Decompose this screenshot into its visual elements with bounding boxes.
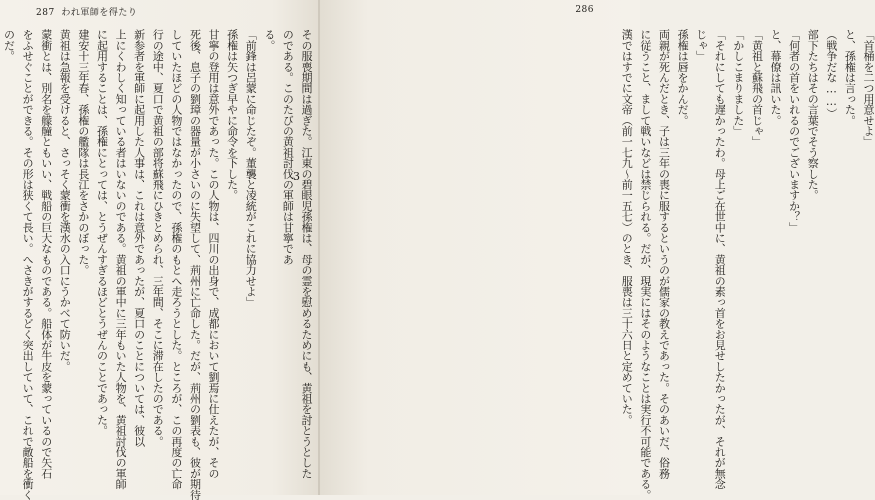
text-line: 「何者の首をいれるのでございますか？」 <box>787 29 801 233</box>
section-mark: 3 <box>293 170 300 183</box>
text-line: に従うこと、まして戦いなどは禁じられる。だが、現実にはそのようなことは実行不可能である。 <box>638 29 652 500</box>
text-line: その服喪期間は過ぎた。江東の碧眼児孫権は、母の霊を慰めるためにも、黄祖を討とうとした <box>300 29 313 479</box>
text-line: と、孫権は言った。 <box>843 29 857 126</box>
text-line: 両親が死んだとき、子は三年の喪に服するというのが儒家の教えであった。そのあいだ、俗務 <box>657 29 671 479</box>
text-line: る。 <box>262 29 276 51</box>
text-line: と、幕僚は訊いた。 <box>769 29 783 126</box>
text-line: 上にくわしく知っている者はいないのである。黄祖の軍中に三年もいた人物を、黄祖討伐の軍師 <box>114 29 128 490</box>
right-page-text <box>620 29 875 500</box>
text-line: 「前鋒は呂蒙に命じたぞ。董襲と凌統がこれに協力せよ」 <box>244 29 258 308</box>
left-page <box>0 0 320 500</box>
text-line: のである。このたびの黄祖討伐の軍師は甘寧であ <box>281 29 295 265</box>
text-line: していたほどの人物ではなかったので、孫権のもとへ走ろうとした。ところが、この再度の亡命 <box>169 29 183 490</box>
text-line: 甘寧の登用は意外であった。この人物は、四川の出身で、成都において劉焉に仕えたが、その <box>207 29 221 479</box>
text-line: 建安十三年春、孫権の艦隊は長江をさかのぼった。 <box>76 29 90 276</box>
left-page-number: 287 <box>36 8 55 18</box>
left-running-title: われ軍師を得たり <box>61 8 138 18</box>
text-line: （戦争だな……） <box>824 29 838 119</box>
text-line: じゃ」 <box>694 29 708 62</box>
text-line: 「それにしても遅かったわ。母上ご在世中に、黄祖の素っ首をお見せしたかったが、それが無念 <box>713 29 727 490</box>
text-line: 黄祖は急報を受けると、さっそく蒙衝を漢水の入口にうかべて防いだ。 <box>58 29 72 372</box>
text-line: に起用することは、孫権にとっては、とうぜんすぎるほどとうぜんのことであった。 <box>95 29 109 436</box>
text-line: 行の途中、夏口で黄祖の部将蘇飛にひきとめられ、三年間、そこに滞在したのである。 <box>151 29 165 447</box>
text-line: 漢ではすでに文帝（前一七九～前一五七）のとき、服喪は三十六日と定めていた。 <box>620 29 634 425</box>
right-page <box>320 0 875 500</box>
text-line: をふせぐことができる。その形は狭くて長い。へさきがするどく突出していて、これで敵船を衝く <box>21 29 35 500</box>
text-line: 「かしこまりました」 <box>731 29 745 137</box>
text-line: 孫権は唇をかんだ。 <box>676 29 690 126</box>
text-line: 「首桶を二つ用意せよ」 <box>862 29 875 147</box>
text-line: のだ。 <box>2 29 16 62</box>
text-line: 孫権は矢つぎ早やに命令を下した。 <box>225 29 239 201</box>
left-page-text <box>2 29 313 500</box>
left-page-header <box>36 5 137 18</box>
right-page-number: 286 <box>575 5 594 15</box>
text-line: 蒙衝とは、別名を艨艟ともいい、戦船の巨大なものである。船体が牛皮を蒙っているので矢石 <box>39 29 53 479</box>
text-line: 新参者を軍師に起用した人事は、これは意外であったが、夏口のことについては、彼以 <box>132 29 146 447</box>
text-line: 死後、息子の劉璋の器量が小さいのに失望して、荊州に亡命した。だが、荊州の劉表も、彼が期待 <box>188 29 202 500</box>
text-line: 部下たちはその言葉でそう察した。 <box>806 29 820 201</box>
text-line: 「黄祖と蘇飛の首じゃ」 <box>750 29 764 147</box>
